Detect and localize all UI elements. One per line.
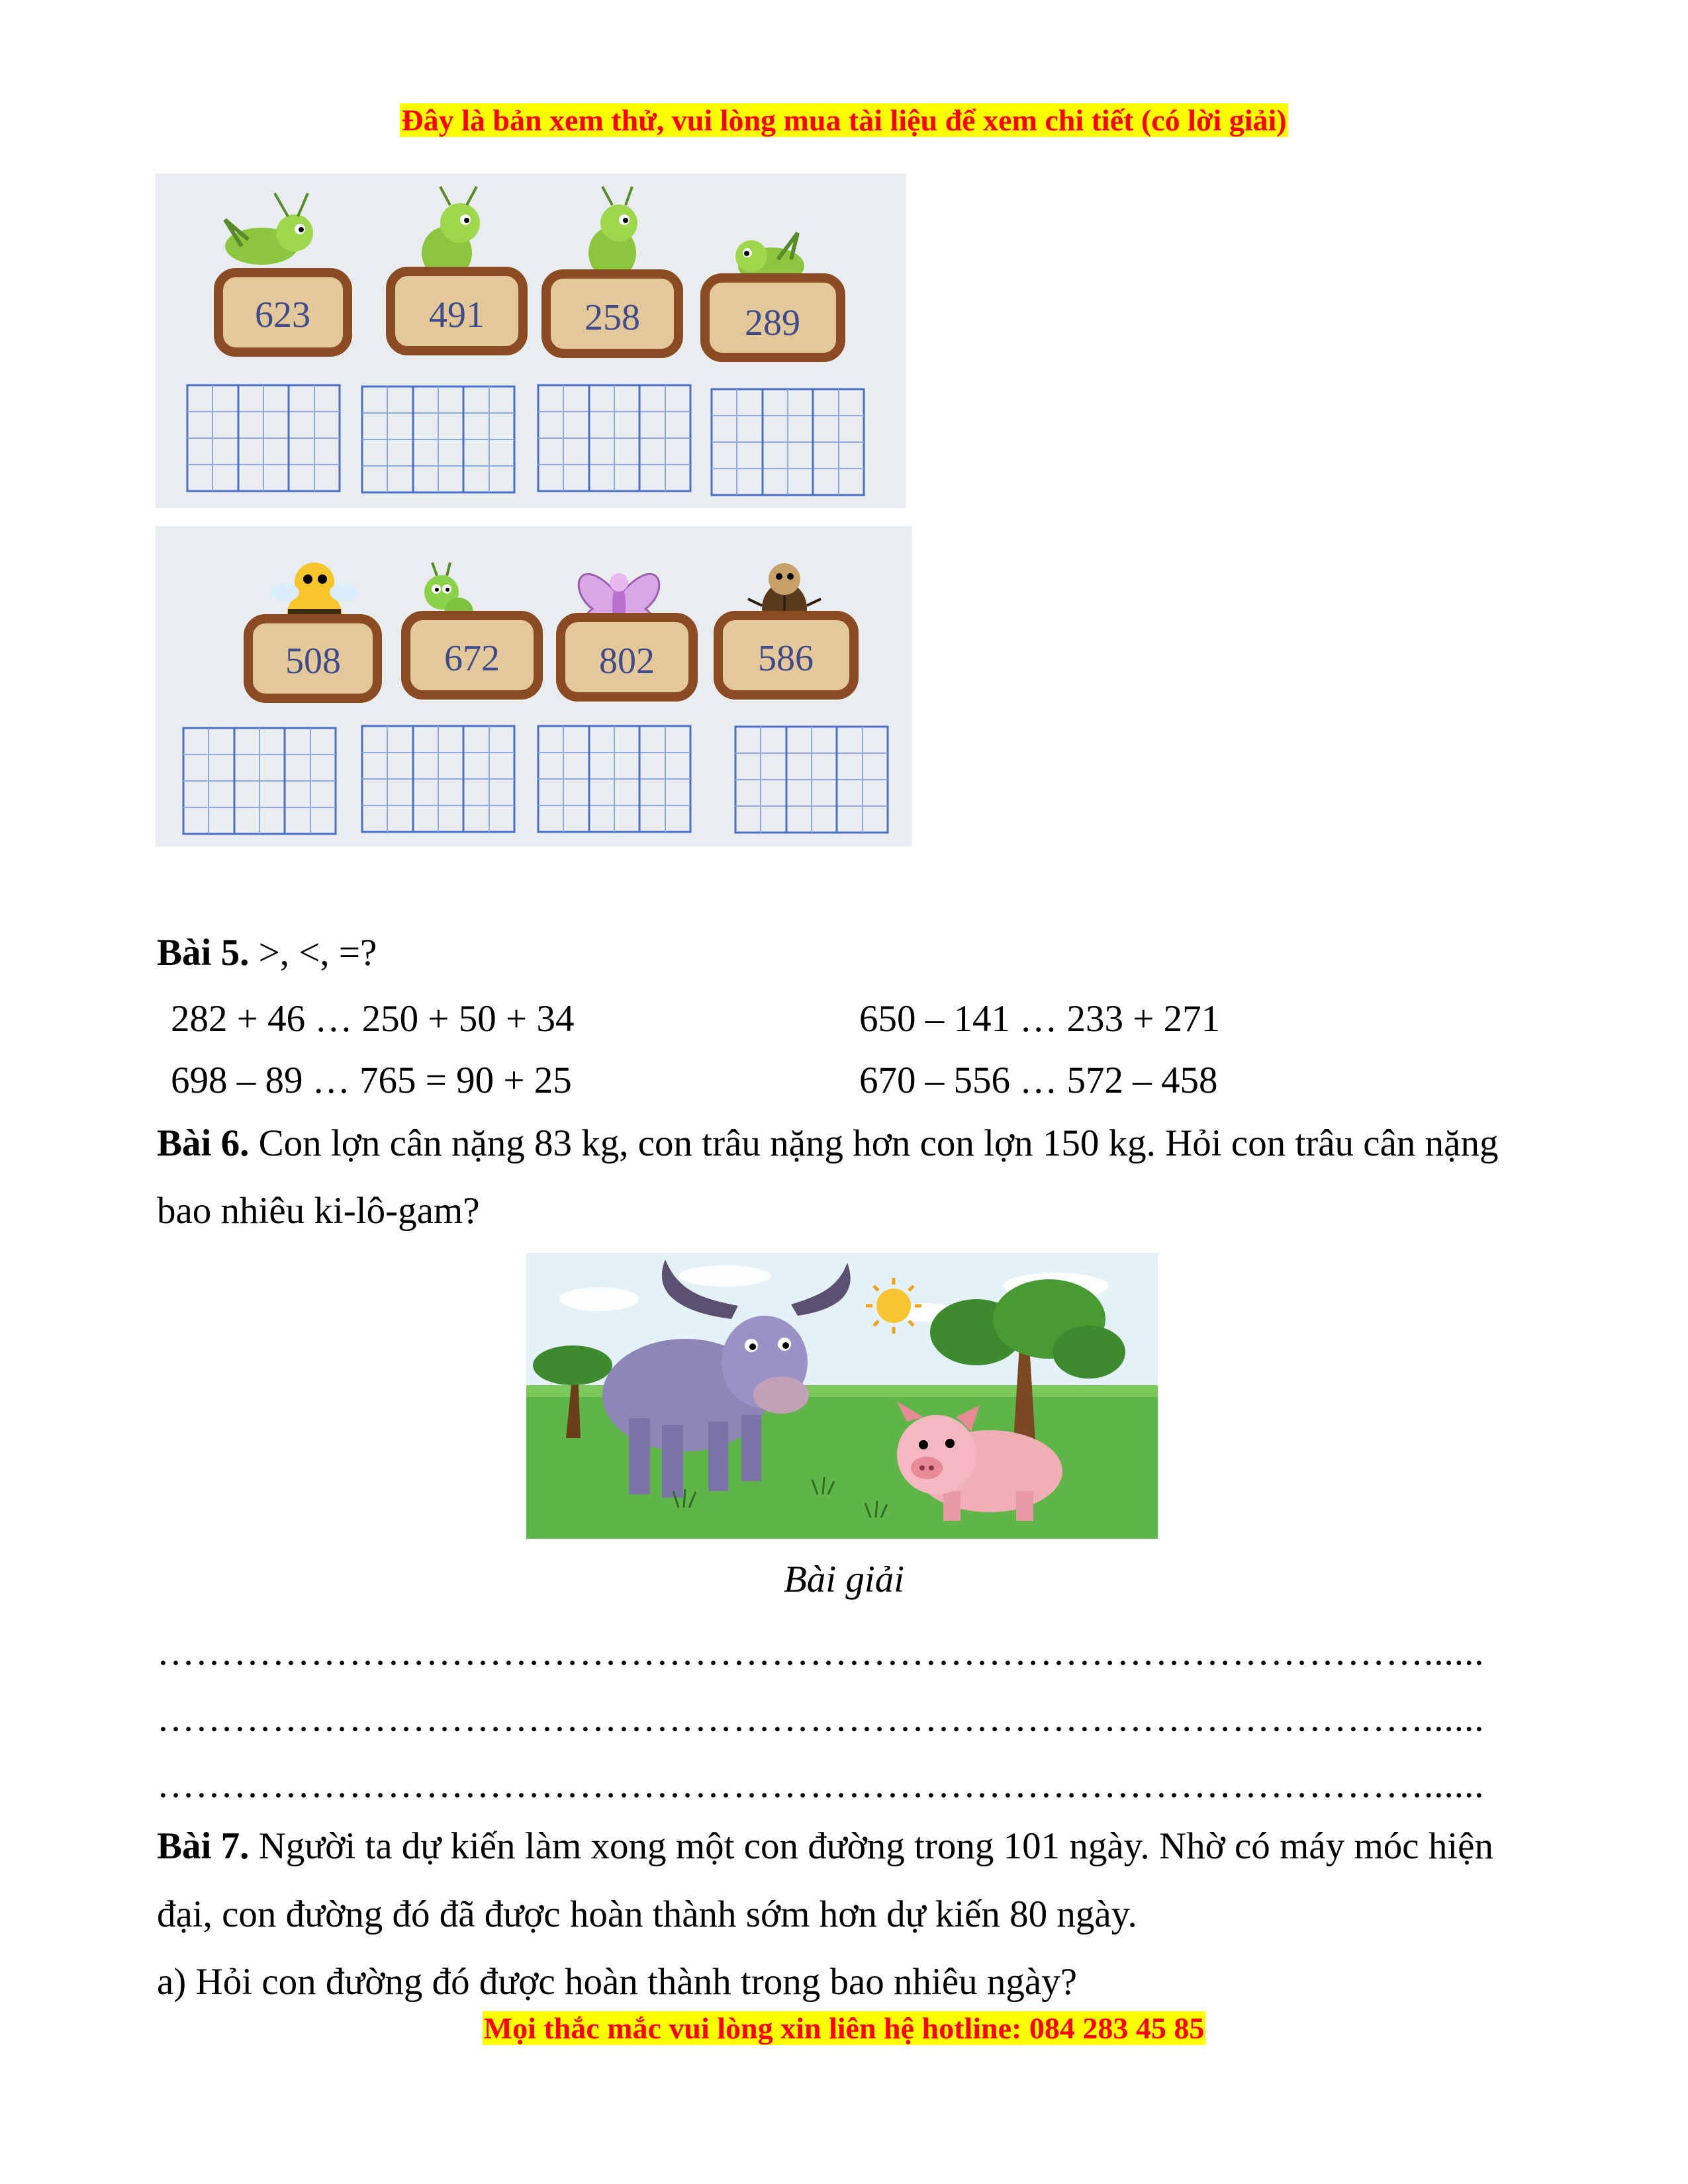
bai7-line-3: a) Hỏi con đường đó được hoàn thành trong bao nhiêu ngày? (157, 1961, 1077, 2003)
solution-title: Bài giải (783, 1559, 905, 1600)
bai5-heading (157, 930, 377, 976)
bai6-text-1: Con lợn cân nặng 83 kg, con trâu nặng hơn con lợn 150 kg. Hỏi con trâu cân nặng (249, 1122, 1499, 1164)
card-value: 802 (599, 641, 655, 682)
bai5-expr-1: 282 + 46 … 250 + 50 + 34 (171, 998, 575, 1040)
answer-line-2[interactable]: ………………………………………………………………………………………...... (157, 1698, 1485, 1739)
buffalo-pig-illustration (526, 1253, 1158, 1539)
number-cards-figure-1 (156, 173, 906, 508)
card-value: 508 (285, 641, 341, 682)
bai7-label: Bài 7. (157, 1825, 250, 1867)
preview-notice-text: Đây là bản xem thử, vui lòng mua tài liệu để xem chi tiết (có lời giải) (401, 103, 1287, 137)
bai5-expr-4: 670 – 556 … 572 – 458 (859, 1060, 1218, 1101)
bai7-line-1 (157, 1823, 1493, 1870)
card-value: 258 (585, 297, 640, 338)
bai5-prompt: >, <, =? (249, 932, 377, 974)
card-value: 586 (758, 638, 814, 679)
bai5-expr-3: 698 – 89 … 765 = 90 + 25 (171, 1060, 572, 1101)
answer-line-3[interactable]: ………………………………………………………………………………………...... (157, 1764, 1485, 1805)
bai6-line-1 (157, 1120, 1498, 1167)
number-cards-figure-2 (156, 526, 912, 846)
card-value: 289 (745, 302, 800, 343)
card-value: 623 (255, 295, 310, 336)
bai6-label: Bài 6. (157, 1122, 250, 1164)
answer-line-1[interactable]: ………………………………………………………………………………………...... (157, 1631, 1485, 1673)
card-value: 672 (444, 638, 500, 679)
hotline-notice (0, 2009, 1688, 2048)
bai7-line-2: đại, con đường đó đã được hoàn thành sớm hơn dự kiến 80 ngày. (157, 1893, 1137, 1935)
hotline-text: Mọi thắc mắc vui lòng xin liên hệ hotline: 084 283 45 85 (483, 2011, 1205, 2045)
bai5-expr-2: 650 – 141 … 233 + 271 (859, 998, 1221, 1040)
bai5-label: Bài 5. (157, 932, 250, 974)
bai7-text-1: Người ta dự kiến làm xong một con đường trong 101 ngày. Nhờ có máy móc hiện (249, 1825, 1493, 1867)
card-value: 491 (429, 295, 485, 336)
bai6-line-2: bao nhiêu ki-lô-gam? (157, 1190, 480, 1232)
preview-notice (0, 101, 1688, 140)
